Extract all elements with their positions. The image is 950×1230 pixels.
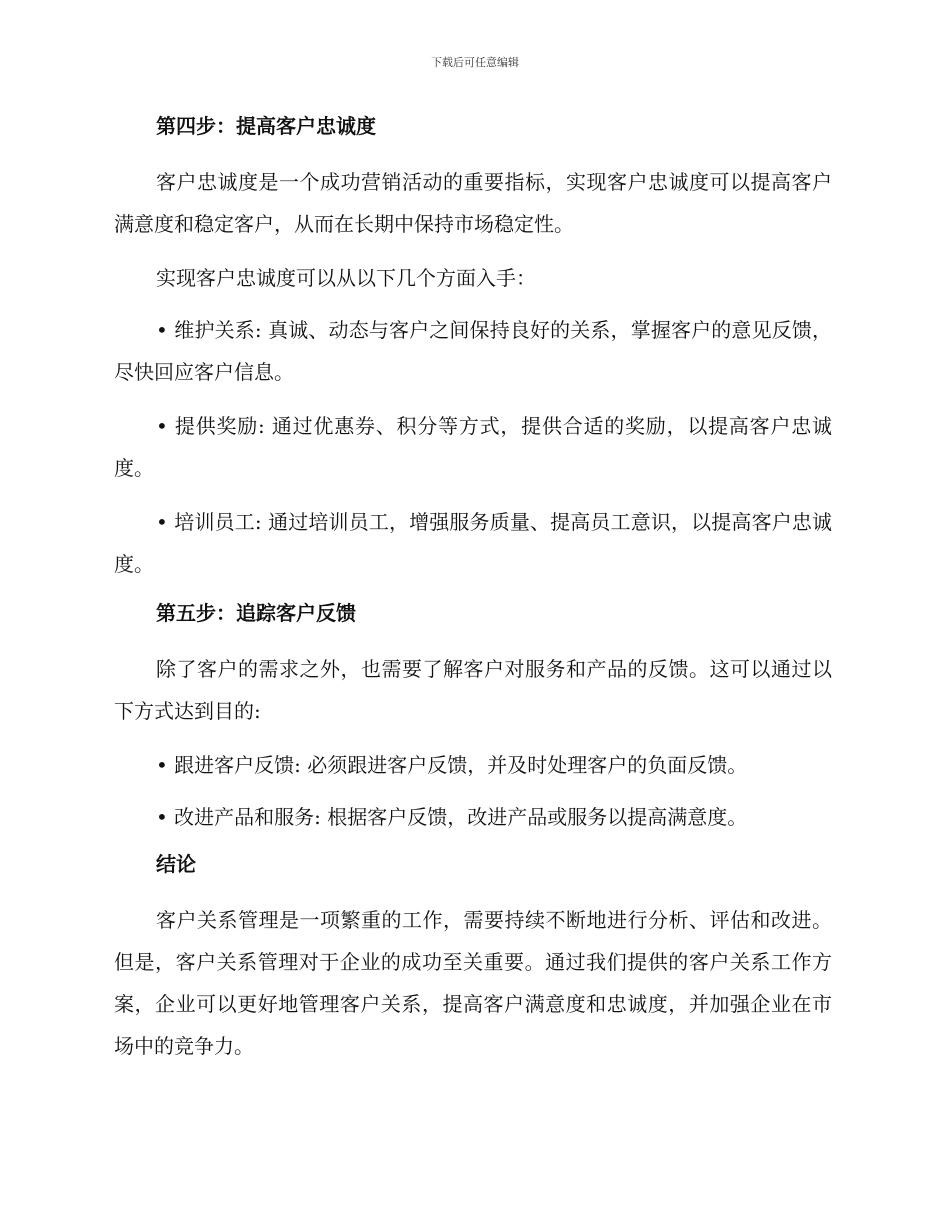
bullet-item: • 培训员工: 通过培训员工，增强服务质量、提高员工意识，以提高客户忠诚度。 [114,510,832,576]
page-header: 下载后可任意编辑 [431,56,519,69]
document-body [114,110,832,1079]
bullet-item: • 改进产品和服务: 根据客户反馈，改进产品或服务以提高满意度。 [156,805,748,829]
bullet-item: • 跟进客户反馈: 必须跟进客户反馈，并及时处理客户的负面反馈。 [156,753,748,777]
paragraph: 除了客户的需求之外，也需要了解客户对服务和产品的反馈。这可以通过以下方式达到目的: [114,657,832,723]
paragraph: 实现客户忠诚度可以从以下几个方面入手： [156,266,536,290]
paragraph: 客户忠诚度是一个成功营销活动的重要指标，实现客户忠诚度可以提高客户满意度和稳定客户，从而在长期中保持市场稳定性。 [114,170,832,236]
bullet-item: • 提供奖励: 通过优惠券、积分等方式，提供合适的奖励，以提高客户忠诚度。 [114,414,832,480]
section-heading-conclusion: 结论 [156,852,196,876]
section-heading-step5: 第五步：追踪客户反馈 [156,601,356,625]
bullet-item: • 维护关系: 真诚、动态与客户之间保持良好的关系，掌握客户的意见反馈，尽快回应客户信息。 [114,318,832,384]
section-heading-step4: 第四步：提高客户忠诚度 [156,114,376,138]
paragraph: 客户关系管理是一项繁重的工作，需要持续不断地进行分析、评估和改进。但是，客户关系管理对于企业的成功至关重要。通过我们提供的客户关系工作方案，企业可以更好地管理客户关系，提高客户满意度和忠诚度，并加强企业在市场中的竞争力。 [114,908,832,1058]
